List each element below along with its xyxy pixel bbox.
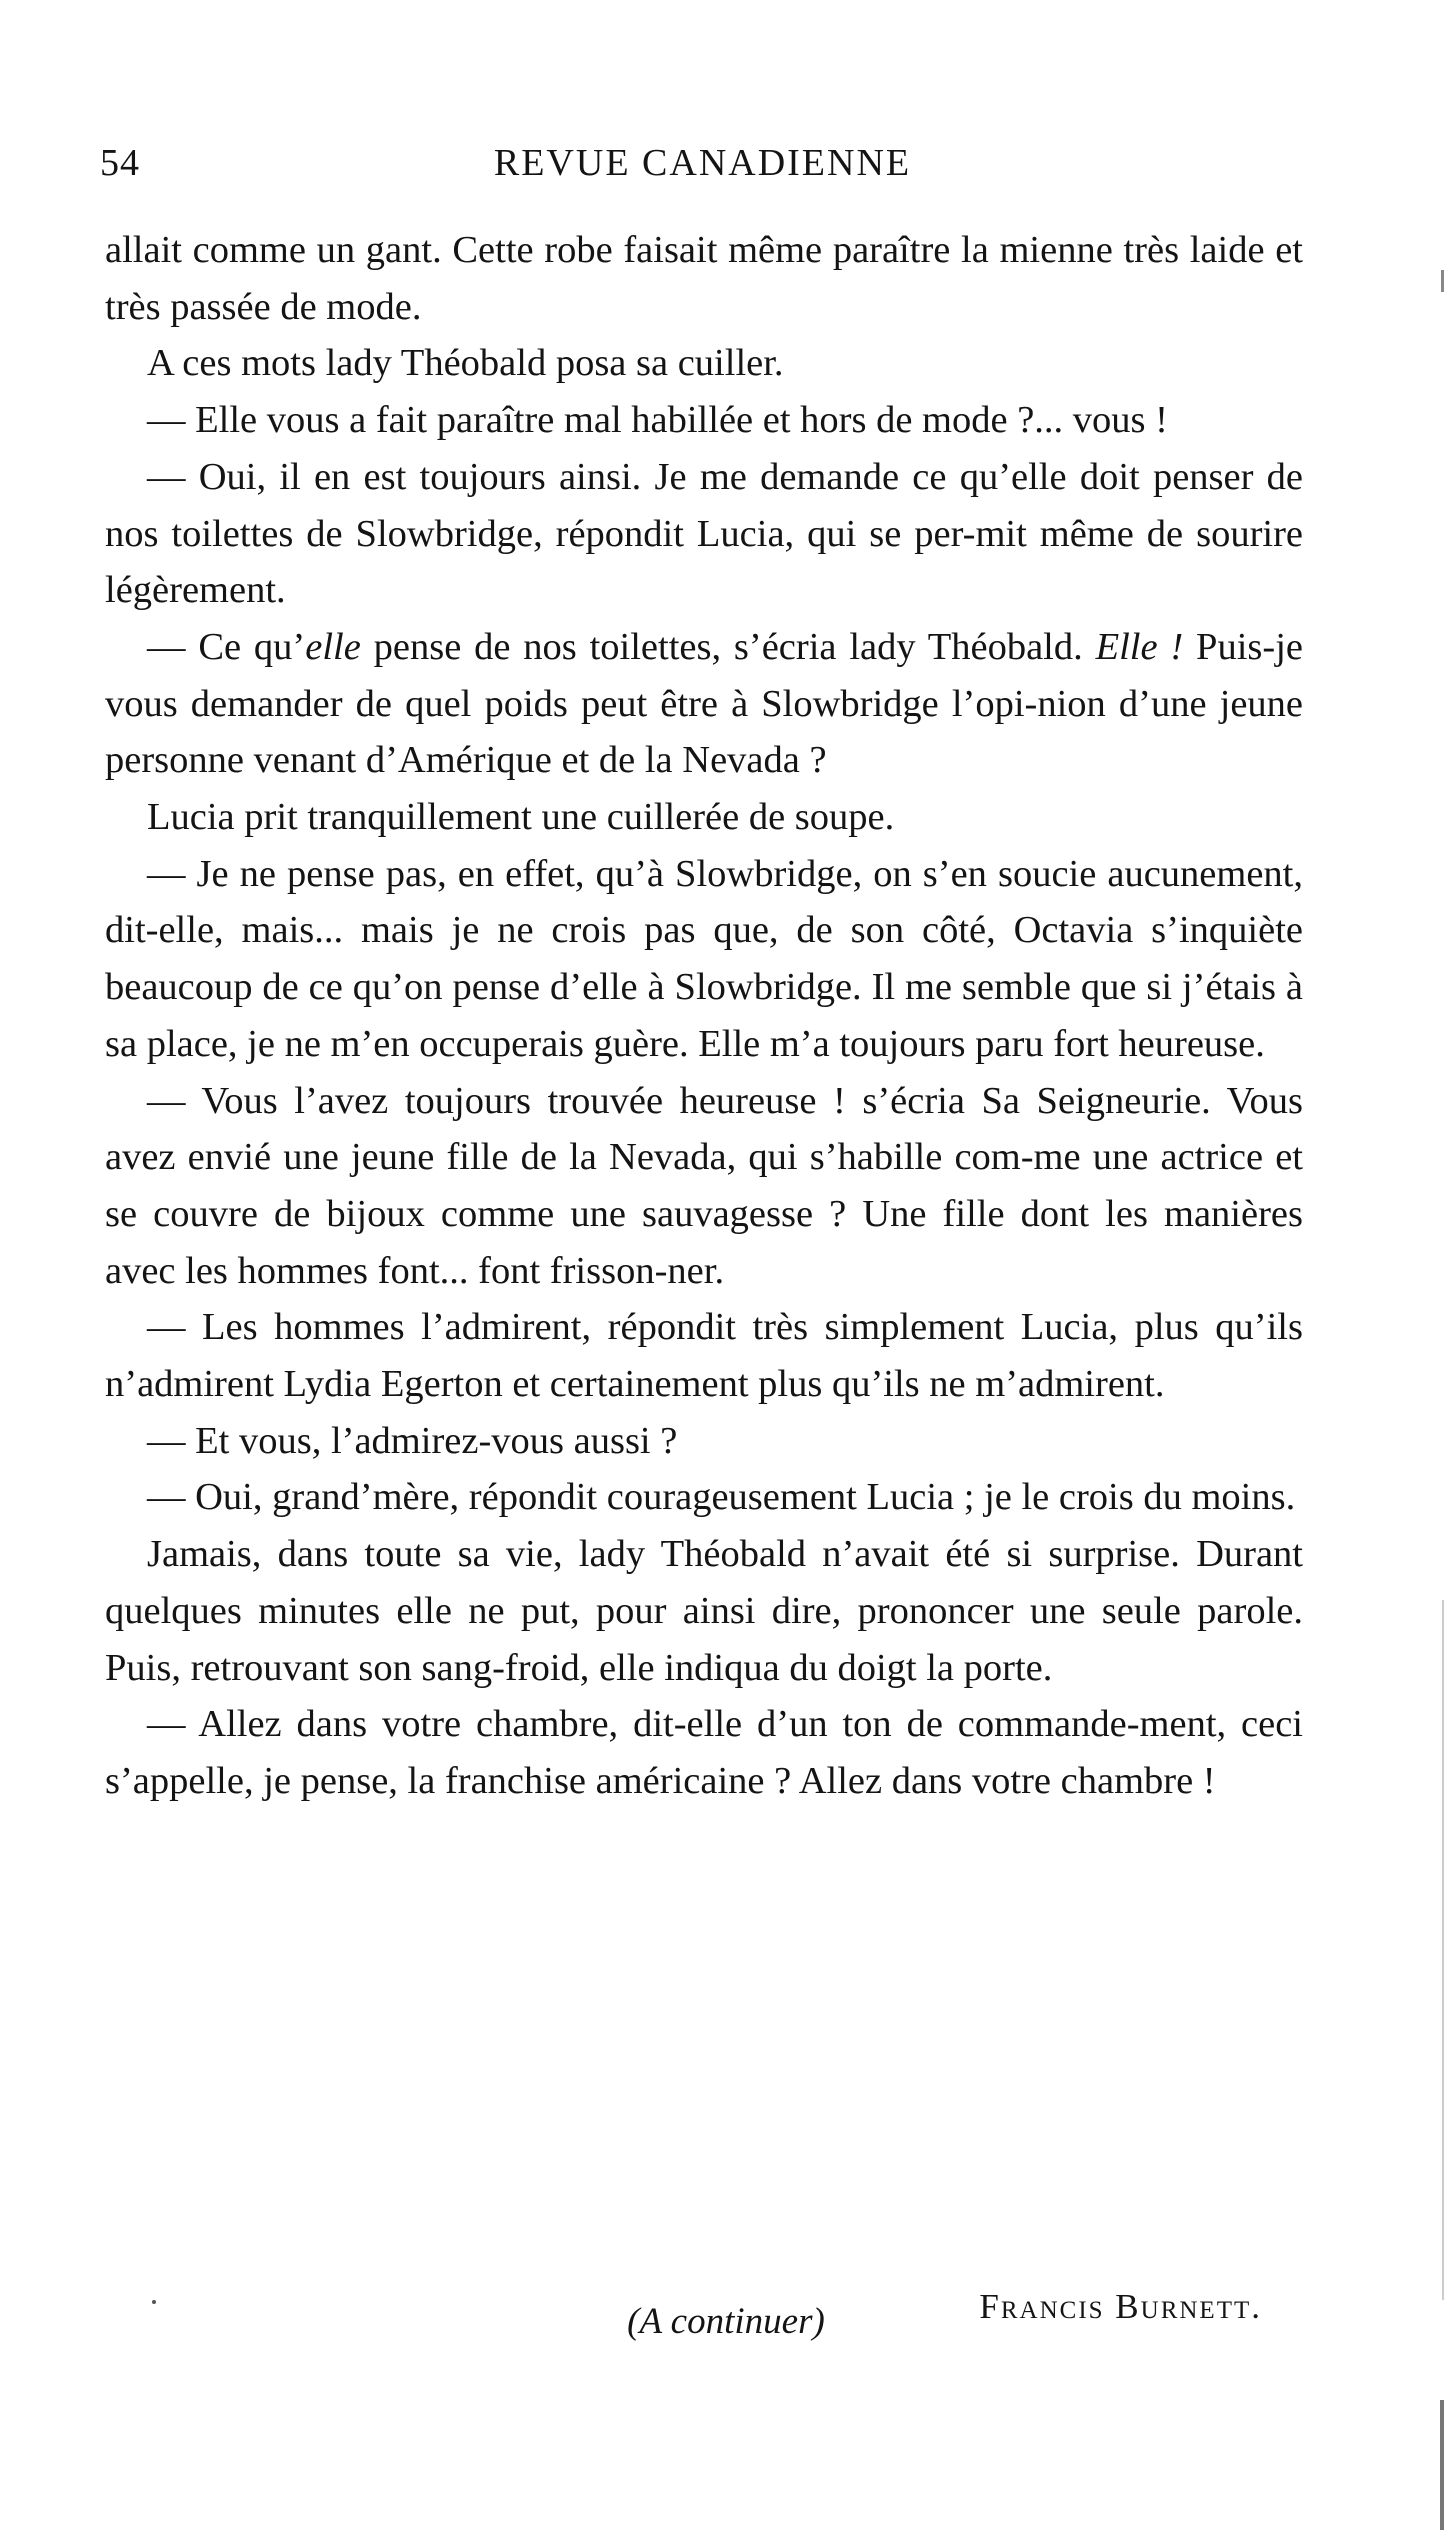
paragraph: Jamais, dans toute sa vie, lady Théobald n’avait été si surprise. Durant quelques minutes elle ne put, pour ainsi dire, prononcer une seule parole. Puis, retrouvant son sang-froid, elle indiqua du doigt la porte. — [105, 1533, 1303, 1689]
scan-edge-marks — [1412, 0, 1452, 2548]
paragraph: — Oui, il en est toujours ainsi. Je me demande ce qu’elle doit penser de nos toilettes de Slowbridge, répondit Lucia, qui se per-mit même de sourire légèrement. — [105, 455, 1303, 612]
continuation-note: (A continuer) — [627, 2301, 825, 2342]
paragraph: — Allez dans votre chambre, dit-elle d’un ton de commande-ment, ceci s’appelle, je pense, la franchise américaine ? Allez dans votre chambre ! — [105, 1703, 1303, 1802]
paragraph: — Elle vous a fait paraître mal habillée et hors de mode ?... vous ! — [147, 399, 1168, 442]
paragraph — [105, 619, 1303, 789]
author-signature: Francis Burnett. — [979, 2287, 1262, 2326]
paragraph: Lucia prit tranquillement une cuillerée de soupe. — [147, 796, 895, 839]
italic-emphasis: Elle ! — [1095, 625, 1184, 668]
article-body — [105, 222, 1303, 1810]
paragraph: — Oui, grand’mère, répondit courageusement Lucia ; je le crois du moins. — [147, 1476, 1296, 1519]
paragraph: — Les hommes l’admirent, répondit très simplement Lucia, plus qu’ils n’admirent Lydia Egerton et certainement plus qu’ils ne m’admirent. — [105, 1306, 1303, 1406]
paragraph: A ces mots lady Théobald posa sa cuiller. — [147, 342, 784, 385]
italic-emphasis: elle — [305, 625, 361, 668]
paragraph-text: pense de nos toilettes, s’écria lady Théobald. — [360, 625, 1096, 668]
paragraph: allait comme un gant. Cette robe faisait même paraître la mienne très laide et très passée de mode. — [105, 229, 1303, 328]
paragraph-text: Puis-je vous demander de quel poids peut être à Slowbridge l’opi-nion d’une jeune personne venant d’Amérique et de la Nevada ? — [105, 625, 1304, 782]
paragraph-text: — Ce qu’ — [147, 625, 306, 668]
paragraph: — Et vous, l’admirez-vous aussi ? — [147, 1419, 678, 1462]
paragraph: — Je ne pense pas, en effet, qu’à Slowbridge, on s’en soucie aucunement, dit-elle, mais... mais je ne crois pas que, de son côté, Octavia s’inquiète beaucoup de ce qu’on pense d’elle à Slowbridge. Il me semble que si j’étais à sa place, je ne m’en occuperais guère. Elle m’a toujours paru fort heureuse. — [105, 852, 1303, 1065]
running-head — [100, 138, 1305, 188]
scan-mark — [1441, 270, 1444, 292]
page-number: 54 — [100, 142, 140, 184]
paragraph: — Vous l’avez toujours trouvée heureuse ! s’écria Sa Seigneurie. Vous avez envié une jeune fille de la Nevada, qui s’habille com-me une actrice et se couvre de bijoux comme une sauvagesse ? Une fille dont les manières avec les hommes font... font frisson-ner. — [105, 1079, 1303, 1292]
journal-title: REVUE CANADIENNE — [493, 142, 912, 184]
scan-mark — [1442, 1600, 1444, 2300]
scan-mark — [1440, 2400, 1444, 2530]
